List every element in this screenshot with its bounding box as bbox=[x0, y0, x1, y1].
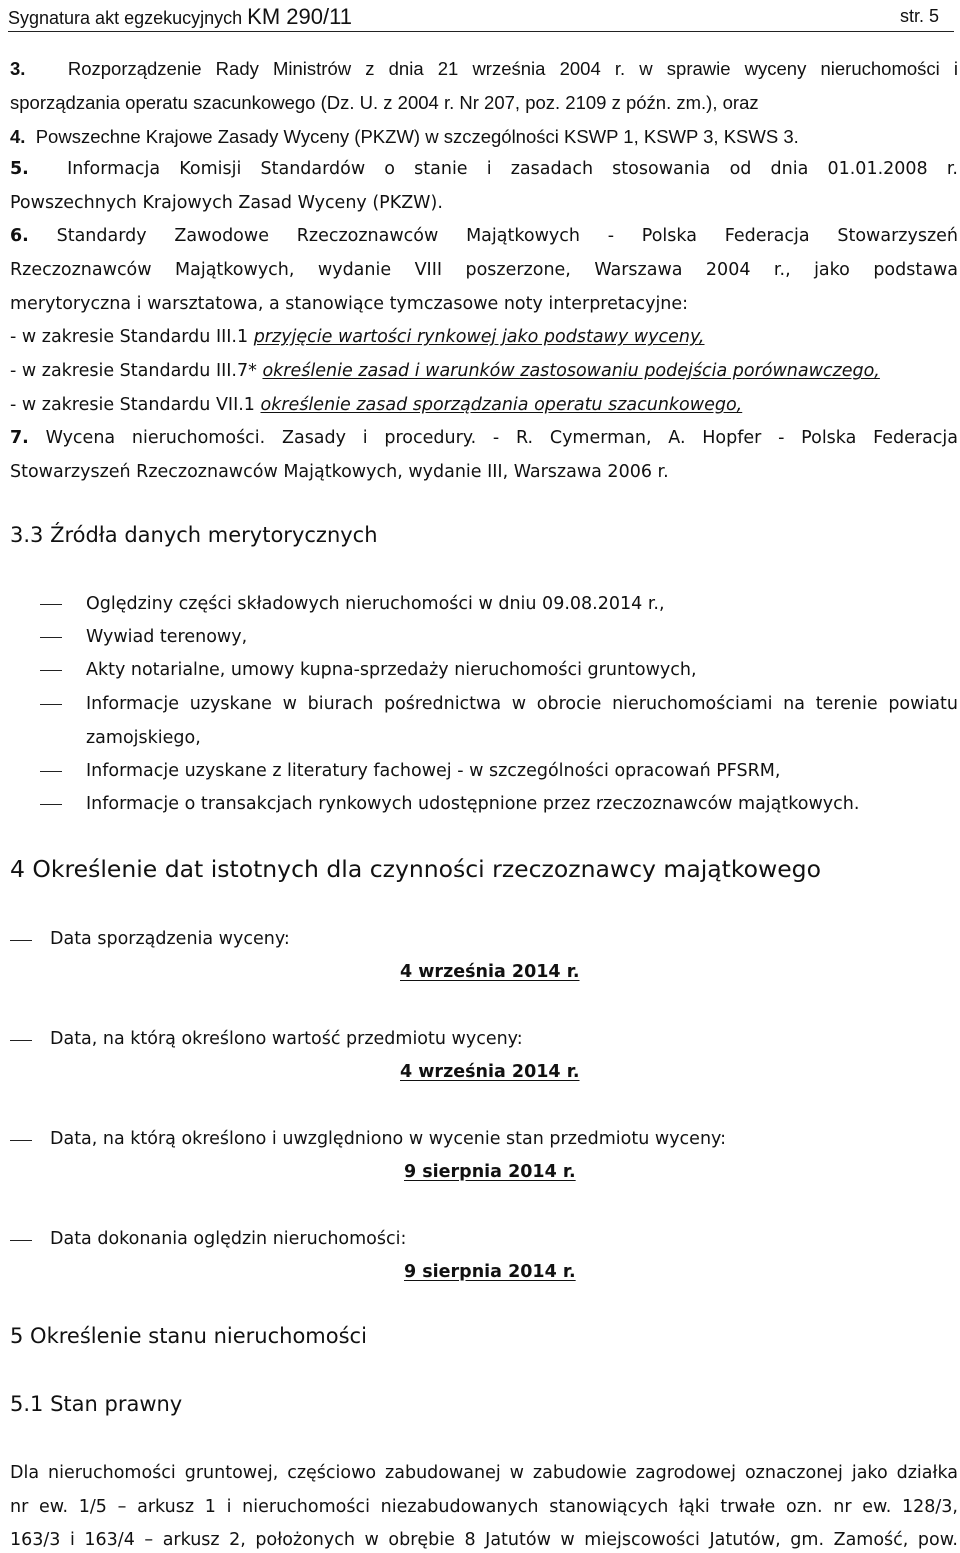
legal-status-line-2: nr ew. 1/5 – arkusz 1 i nieruchomości niezabudowanych stanowiących łąki trwałe ozn. nr ew. 128/3, bbox=[10, 1497, 958, 1517]
date-label: Data, na którą określono wartość przedmiotu wyceny: bbox=[50, 1029, 523, 1049]
standard-item-1: - w zakresie Standardu III.1 przyjęcie wartości rynkowej jako podstawy wyceny, bbox=[10, 327, 705, 347]
section-3-3-heading: 3.3 Źródła danych merytorycznych bbox=[10, 523, 378, 547]
list-dash bbox=[10, 1140, 32, 1141]
reference-7-line-2: Stowarzyszeń Rzeczoznawców Majątkowych, wydanie III, Warszawa 2006 r. bbox=[10, 462, 669, 482]
list-dash bbox=[40, 804, 62, 805]
section-4-heading: 4 Określenie dat istotnych dla czynności rzeczoznawcy majątkowego bbox=[10, 855, 821, 883]
list-item: Akty notarialne, umowy kupna-sprzedaży nieruchomości gruntowych, bbox=[86, 660, 697, 680]
reference-6-line-3: merytoryczna i warsztatowa, a stanowiące tymczasowe noty interpretacyjne: bbox=[10, 294, 689, 314]
list-dash bbox=[10, 1240, 32, 1241]
list-item-continued: zamojskiego, bbox=[86, 728, 201, 748]
date-value: 4 września 2014 r. bbox=[400, 962, 580, 982]
list-dash bbox=[40, 704, 62, 705]
list-item: Wywiad terenowy, bbox=[86, 627, 248, 647]
section-5-1-heading: 5.1 Stan prawny bbox=[10, 1392, 183, 1416]
reference-5-line-2: Powszechnych Krajowych Zasad Wyceny (PKZW). bbox=[10, 193, 443, 213]
list-item: Informacje uzyskane z literatury fachowej - w szczególności opracowań PFSRM, bbox=[86, 761, 781, 781]
reference-7-line-1: 7. Wycena nieruchomości. Zasady i procedury. - R. Cymerman, A. Hopfer - Polska Federacja bbox=[10, 428, 958, 448]
page-number: str. 5 bbox=[900, 6, 940, 26]
reference-6-line-1: 6. Standardy Zawodowe Rzeczoznawców Majątkowych - Polska Federacja Stowarzyszeń bbox=[10, 226, 958, 246]
reference-5-line-1: 5. Informacja Komisji Standardów o stanie i zasadach stosowania od dnia 01.01.2008 r. bbox=[10, 159, 958, 179]
date-label: Data dokonania oględzin nieruchomości: bbox=[50, 1229, 407, 1249]
standard-item-3: - w zakresie Standardu VII.1 określenie zasad sporządzania operatu szacunkowego, bbox=[10, 395, 743, 415]
list-dash bbox=[40, 771, 62, 772]
section-5-heading: 5 Określenie stanu nieruchomości bbox=[10, 1324, 367, 1348]
list-item: Informacje uzyskane w biurach pośrednictwa w obrocie nieruchomościami na terenie powiatu bbox=[86, 694, 958, 714]
date-value: 9 sierpnia 2014 r. bbox=[404, 1162, 576, 1182]
reference-6-line-2: Rzeczoznawców Majątkowych, wydanie VIII poszerzone, Warszawa 2004 r., jako podstawa bbox=[10, 260, 958, 280]
list-dash bbox=[40, 670, 62, 671]
list-item: Informacje o transakcjach rynkowych udostępnione przez rzeczoznawców majątkowych. bbox=[86, 794, 860, 814]
date-value: 9 sierpnia 2014 r. bbox=[404, 1262, 576, 1282]
list-dash bbox=[40, 637, 62, 638]
header-divider bbox=[8, 31, 954, 32]
date-label: Data sporządzenia wyceny: bbox=[50, 929, 290, 949]
list-dash bbox=[10, 940, 32, 941]
reference-3-line-1: 3. Rozporządzenie Rady Ministrów z dnia 21 września 2004 r. w sprawie wyceny nieruchomości i bbox=[10, 58, 959, 79]
date-label: Data, na którą określono i uwzględniono w wycenie stan przedmiotu wyceny: bbox=[50, 1129, 727, 1149]
document-signature-label: Sygnatura akt egzekucyjnych bbox=[8, 8, 243, 28]
reference-3-line-2: sporządzania operatu szacunkowego (Dz. U. z 2004 r. Nr 207, poz. 2109 z późn. zm.), oraz bbox=[10, 92, 759, 113]
list-dash bbox=[10, 1040, 32, 1041]
header-title bbox=[8, 4, 352, 30]
legal-status-line-1: Dla nieruchomości gruntowej, częściowo zabudowanej w zabudowie zagrodowej oznaczonej jako działka bbox=[10, 1463, 958, 1483]
list-item: Oględziny części składowych nieruchomości w dniu 09.08.2014 r., bbox=[86, 594, 665, 614]
case-number: KM 290/11 bbox=[247, 4, 352, 29]
list-dash bbox=[40, 604, 62, 605]
date-value: 4 września 2014 r. bbox=[400, 1062, 580, 1082]
reference-4: 4. Powszechne Krajowe Zasady Wyceny (PKZW) w szczególności KSWP 1, KSWP 3, KSWS 3. bbox=[10, 126, 799, 147]
legal-status-line-3: 163/3 i 163/4 – arkusz 2, położonych w obrębie 8 Jatutów w miejscowości Jatutów, gm. Zamość, pow. bbox=[10, 1530, 958, 1550]
standard-item-2: - w zakresie Standardu III.7* określenie zasad i warunków zastosowaniu podejścia porównawczego, bbox=[10, 361, 880, 381]
